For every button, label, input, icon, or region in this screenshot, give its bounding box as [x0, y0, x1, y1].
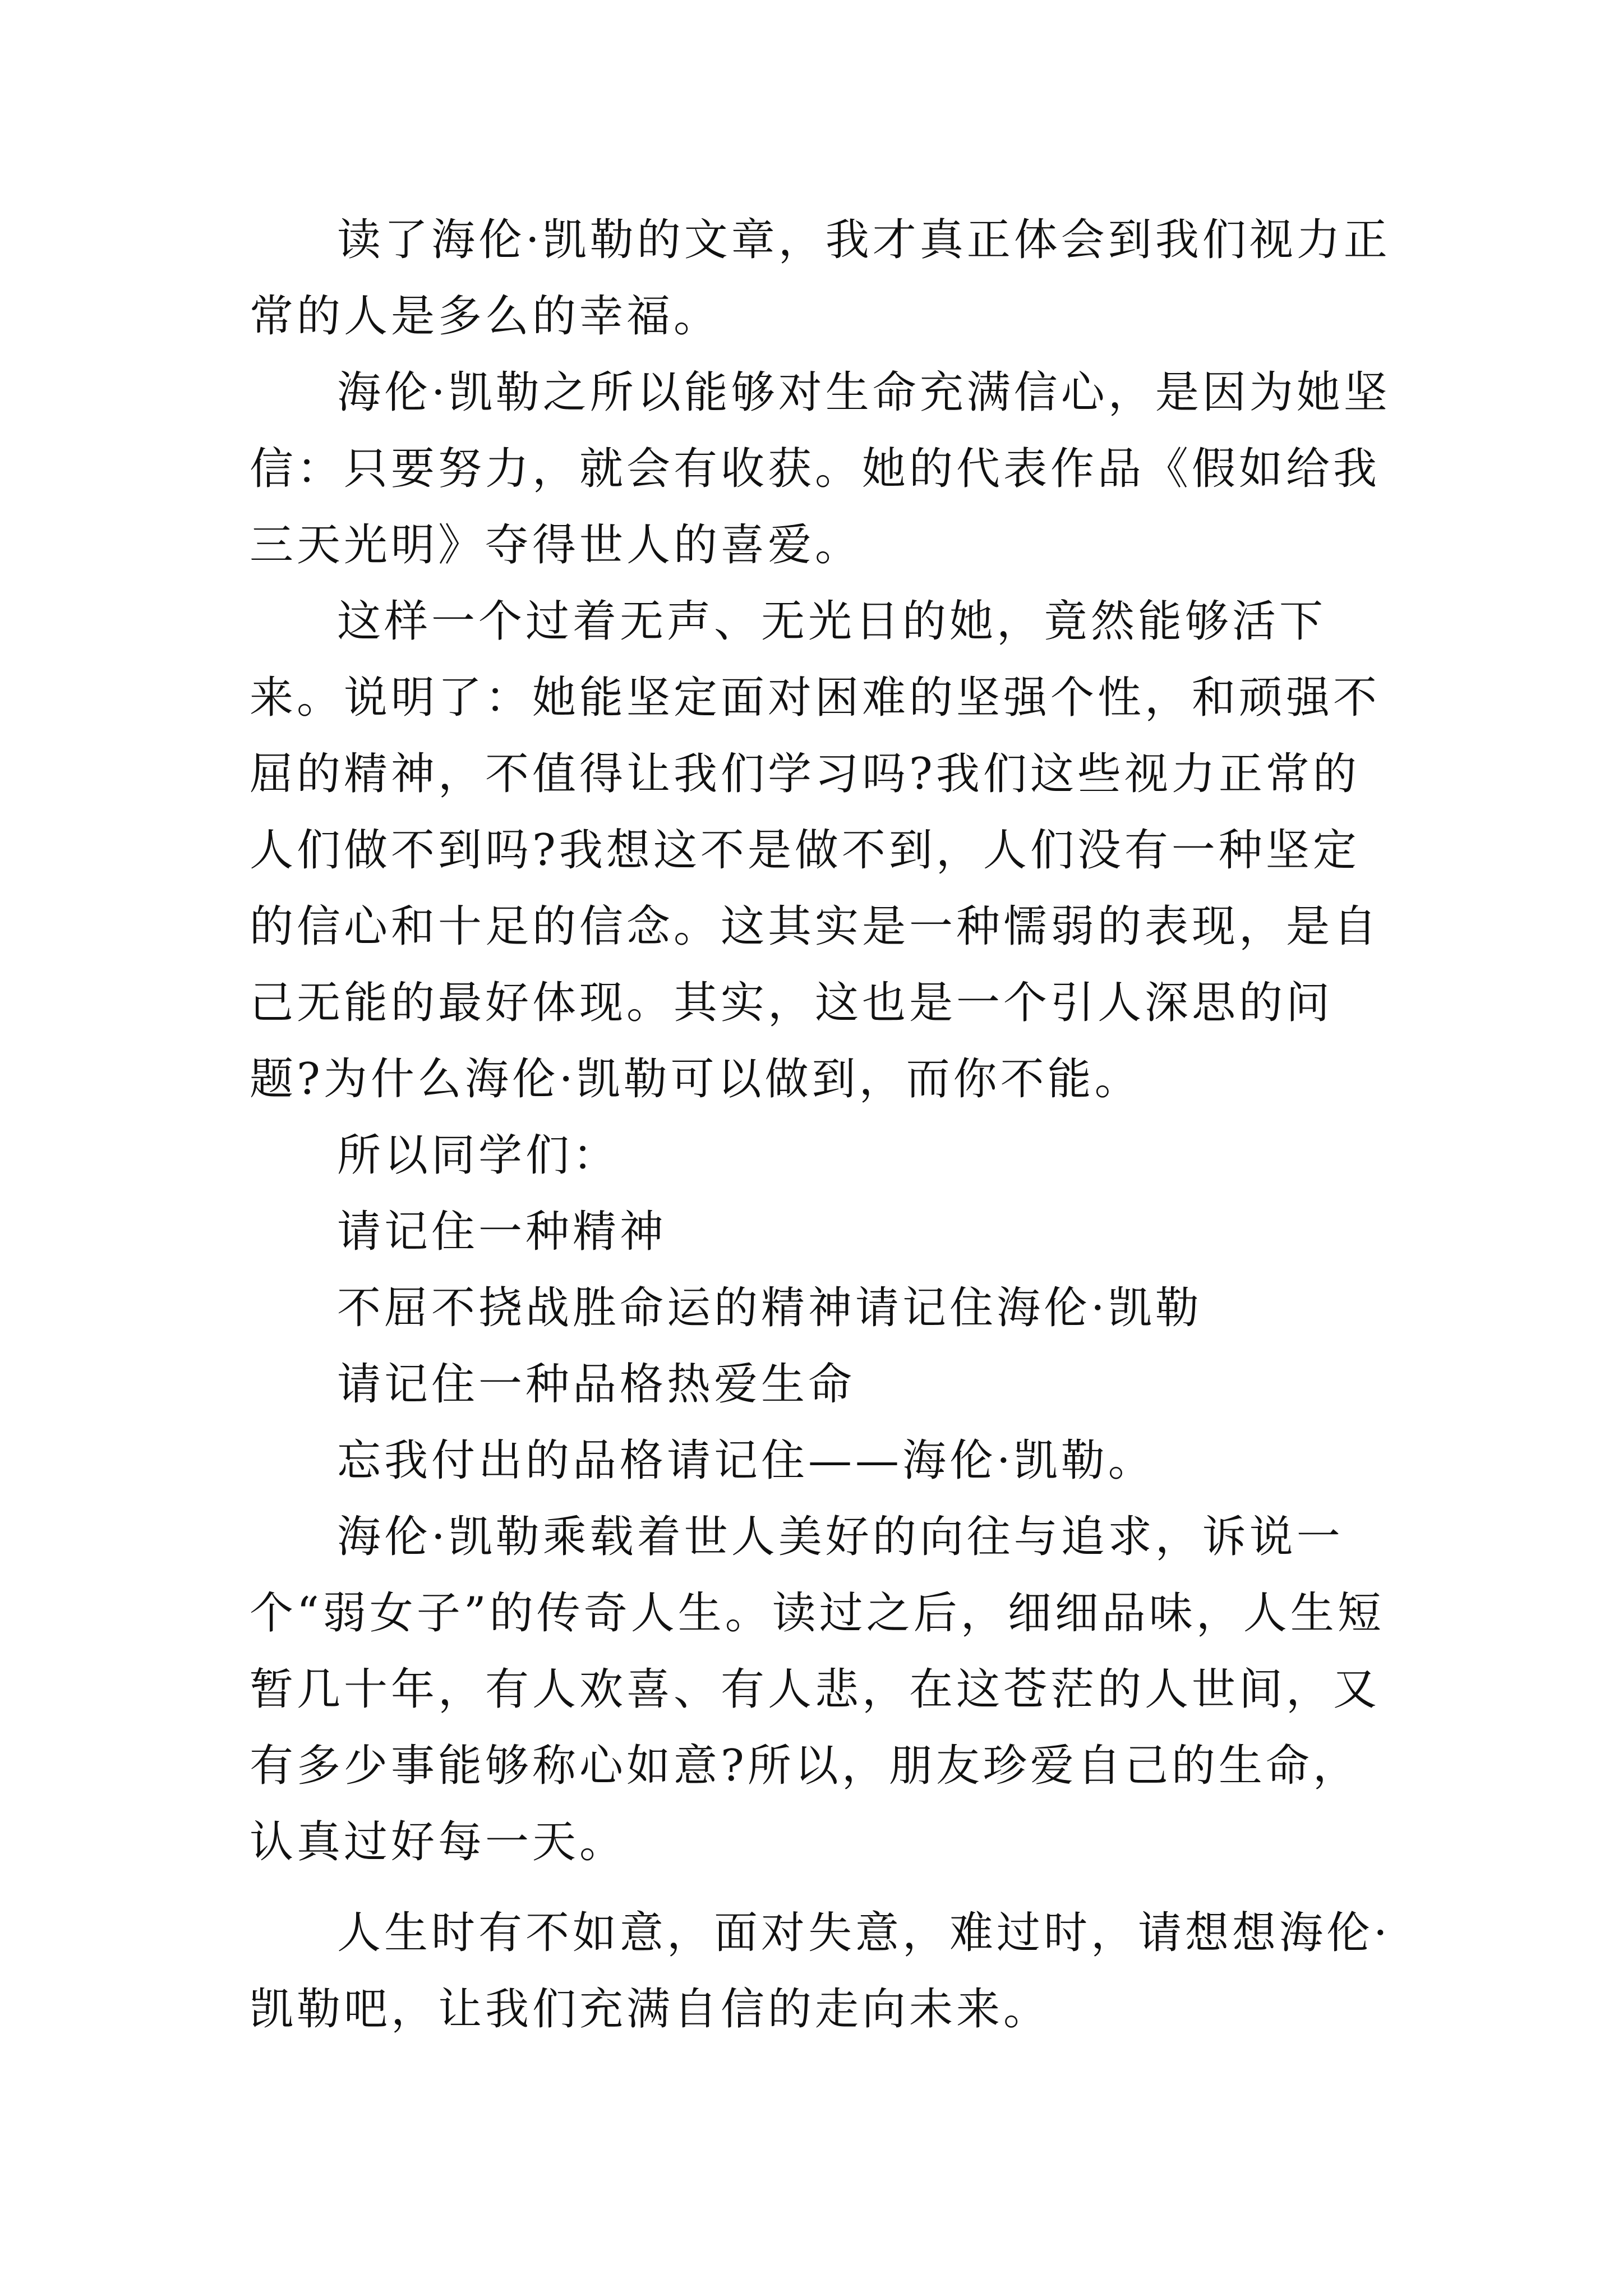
- paragraph-1: 读了海伦·凯勒的文章，我才真正体会到我们视力正常的人是多么的幸福。: [250, 215, 1391, 342]
- paragraph-6: 不屈不挠战胜命运的精神请记住海伦·凯勒: [337, 1283, 1202, 1333]
- paragraph-10: 人生时有不如意，面对失意，难过时，请想想海伦·凯勒吧，让我们充满自信的走向未来。: [250, 1908, 1391, 2035]
- paragraph-2: 海伦·凯勒之所以能够对生命充满信心，是因为她坚信：只要努力，就会有收获。她的代表作品《假如给我三天光明》夺得世人的喜爱。: [250, 367, 1391, 570]
- document-body: [250, 202, 1399, 2047]
- paragraph-4: 所以同学们：: [337, 1130, 620, 1181]
- paragraph-3: 这样一个过着无声、无光日的她，竟然能够活下来。说明了：她能坚定面对困难的坚强个性，和顽强不屈的精神，不值得让我们学习吗?我们这些视力正常的人们做不到吗?我想这不是做不到，人们没有一种坚定的信心和十足的信念。这其实是一种懦弱的表现，是自己无能的最好体现。其实，这也是一个引人深思的问题?为什么海伦·凯勒可以做到，而你不能。: [250, 596, 1381, 1105]
- paragraph-7: 请记住一种品格热爱生命: [337, 1359, 856, 1410]
- paragraph-8: 忘我付出的品格请记住——海伦·凯勒。: [337, 1435, 1155, 1486]
- paragraph-5: 请记住一种精神: [337, 1207, 667, 1257]
- paragraph-9: 海伦·凯勒乘载着世人美好的向往与追求，诉说一个“弱女子”的传奇人生。读过之后，细细品味，人生短暂几十年，有人欢喜、有人悲，在这苍茫的人世间，又有多少事能够称心如意?所以，朋友珍爱自己的生命，认真过好每一天。: [250, 1512, 1385, 1867]
